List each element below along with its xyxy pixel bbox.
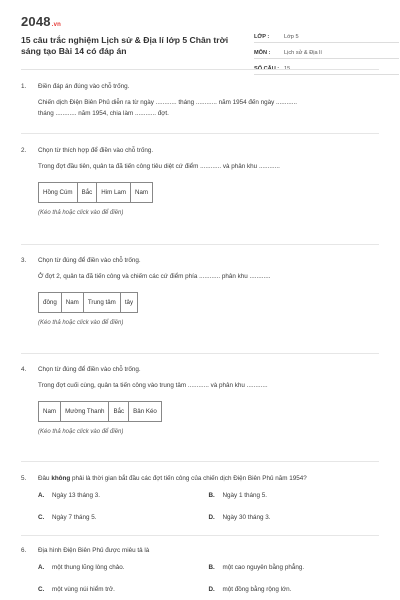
option-text: một thung lũng lòng chảo. [52, 564, 125, 571]
answer-options [38, 563, 379, 594]
question-divider [21, 133, 379, 134]
question-4 [21, 365, 379, 437]
word-bank [38, 182, 153, 203]
meta-row-class [254, 27, 399, 43]
option-text: một đồng bằng rộng lớn. [222, 586, 292, 593]
option-c[interactable] [38, 513, 209, 522]
question-divider [21, 244, 379, 245]
drag-hint: (Kéo thả hoặc click vào để điền) [38, 320, 124, 326]
option-letter: D. [208, 586, 215, 593]
option-text: Ngày 1 tháng 5. [222, 492, 267, 499]
option-letter: A. [38, 492, 45, 499]
word-chip[interactable]: Bản Kéo [128, 402, 161, 421]
question-text: Chọn từ đúng để điền vào chỗ trống. [38, 257, 141, 264]
question-text: Chọn từ đúng để điền vào chỗ trống. [38, 366, 141, 373]
option-a[interactable] [38, 563, 209, 572]
question-divider [21, 353, 379, 354]
option-letter: C. [38, 586, 45, 593]
question-text: Chọn từ thích hợp để điền vào chỗ trống. [38, 147, 154, 154]
option-text: một cao nguyên bằng phẳng. [222, 564, 305, 571]
question-text-part: phải là thời gian bắt đầu các đợt tiến công của chiến dịch Điện Biên Phủ năm 1954? [70, 475, 307, 482]
word-chip[interactable]: Bắc [77, 183, 97, 202]
answer-options [38, 491, 379, 522]
fill-blank-line: tháng ............ năm 1954, chia làm ............ đợt. [38, 110, 169, 117]
question-passage: Ở đợt 2, quân ta đã tiến công và chiếm các cứ điểm phía ............ phân khu ............ [38, 273, 271, 280]
question-2 [21, 146, 379, 218]
word-chip[interactable]: Him Lam [96, 183, 130, 202]
question-text: Điền đáp án đúng vào chỗ trống. [38, 83, 130, 90]
fill-blank-line: Chiến dịch Điện Biên Phủ diễn ra từ ngày ............ tháng ............ năm 1954 đến ngày ............ [38, 99, 298, 106]
word-bank [38, 401, 162, 422]
option-letter: B. [208, 492, 215, 499]
meta-value: Lớp 5 [284, 34, 299, 40]
option-text: Ngày 30 tháng 3. [222, 514, 271, 521]
question-text: Địa hình Điện Biên Phủ được miêu tả là [38, 547, 150, 554]
option-letter: B. [208, 564, 215, 571]
question-text [38, 474, 379, 483]
question-passage: Trong đợt cuối cùng, quân ta tiến công vào trung tâm ............ và phân khu ............ [38, 382, 268, 389]
option-c[interactable] [38, 585, 209, 594]
meta-row-count [254, 59, 399, 75]
question-keyword: không [51, 475, 71, 482]
page-title: 15 câu trắc nghiệm Lịch sử & Địa lí lớp 5 Chân trời sáng tạo Bài 14 có đáp án [21, 35, 229, 56]
option-d[interactable] [209, 513, 380, 522]
question-3 [21, 256, 379, 328]
question-divider [21, 461, 379, 462]
word-chip[interactable]: Nam [61, 293, 83, 312]
question-number: 6. [21, 547, 27, 554]
option-text: một vùng núi hiểm trở. [52, 586, 115, 593]
meta-key: MÔN : [254, 50, 271, 56]
word-chip[interactable]: Mường Thanh [60, 402, 108, 421]
meta-value: Lịch sử & Địa lí [284, 50, 322, 56]
question-number: 1. [21, 83, 27, 90]
logo-text: 2048 [21, 14, 51, 29]
option-letter: C. [38, 514, 45, 521]
option-letter: A. [38, 564, 45, 571]
word-bank [38, 292, 138, 313]
word-chip[interactable]: Nam [43, 408, 57, 415]
question-number: 3. [21, 257, 27, 264]
question-number: 4. [21, 366, 27, 373]
option-text: Ngày 13 tháng 3. [52, 492, 100, 499]
question-passage: Trong đợt đầu tiên, quân ta đã tiến công tiêu diệt cứ điểm ............ và phân khu ............ [38, 163, 280, 170]
question-6 [21, 546, 379, 594]
question-5 [21, 474, 379, 522]
drag-hint: (Kéo thả hoặc click vào để điền) [38, 429, 124, 435]
meta-row-subject [254, 43, 399, 59]
option-d[interactable] [209, 585, 380, 594]
question-1 [21, 82, 379, 119]
word-chip[interactable]: Bắc [108, 402, 128, 421]
question-text-part: Đâu [38, 475, 52, 482]
word-chip[interactable]: Nam [130, 183, 152, 202]
option-b[interactable] [209, 563, 380, 572]
option-text: Ngày 7 tháng 5. [52, 514, 97, 521]
option-b[interactable] [209, 491, 380, 500]
meta-info [254, 27, 399, 75]
word-chip[interactable]: Trung tâm [83, 293, 120, 312]
word-chip[interactable]: đông [43, 299, 57, 306]
question-divider [21, 535, 379, 536]
page-header [21, 14, 381, 64]
option-letter: D. [208, 514, 215, 521]
meta-key: LỚP : [254, 34, 270, 40]
question-number: 2. [21, 147, 27, 154]
question-number: 5. [21, 475, 27, 482]
word-chip[interactable]: Hồng Cúm [43, 189, 73, 196]
word-chip[interactable]: tây [120, 293, 137, 312]
site-logo[interactable] [21, 14, 61, 29]
drag-hint: (Kéo thả hoặc click vào để điền) [38, 210, 124, 216]
header-divider [21, 69, 379, 70]
option-a[interactable] [38, 491, 209, 500]
logo-suffix: .vn [51, 22, 62, 28]
